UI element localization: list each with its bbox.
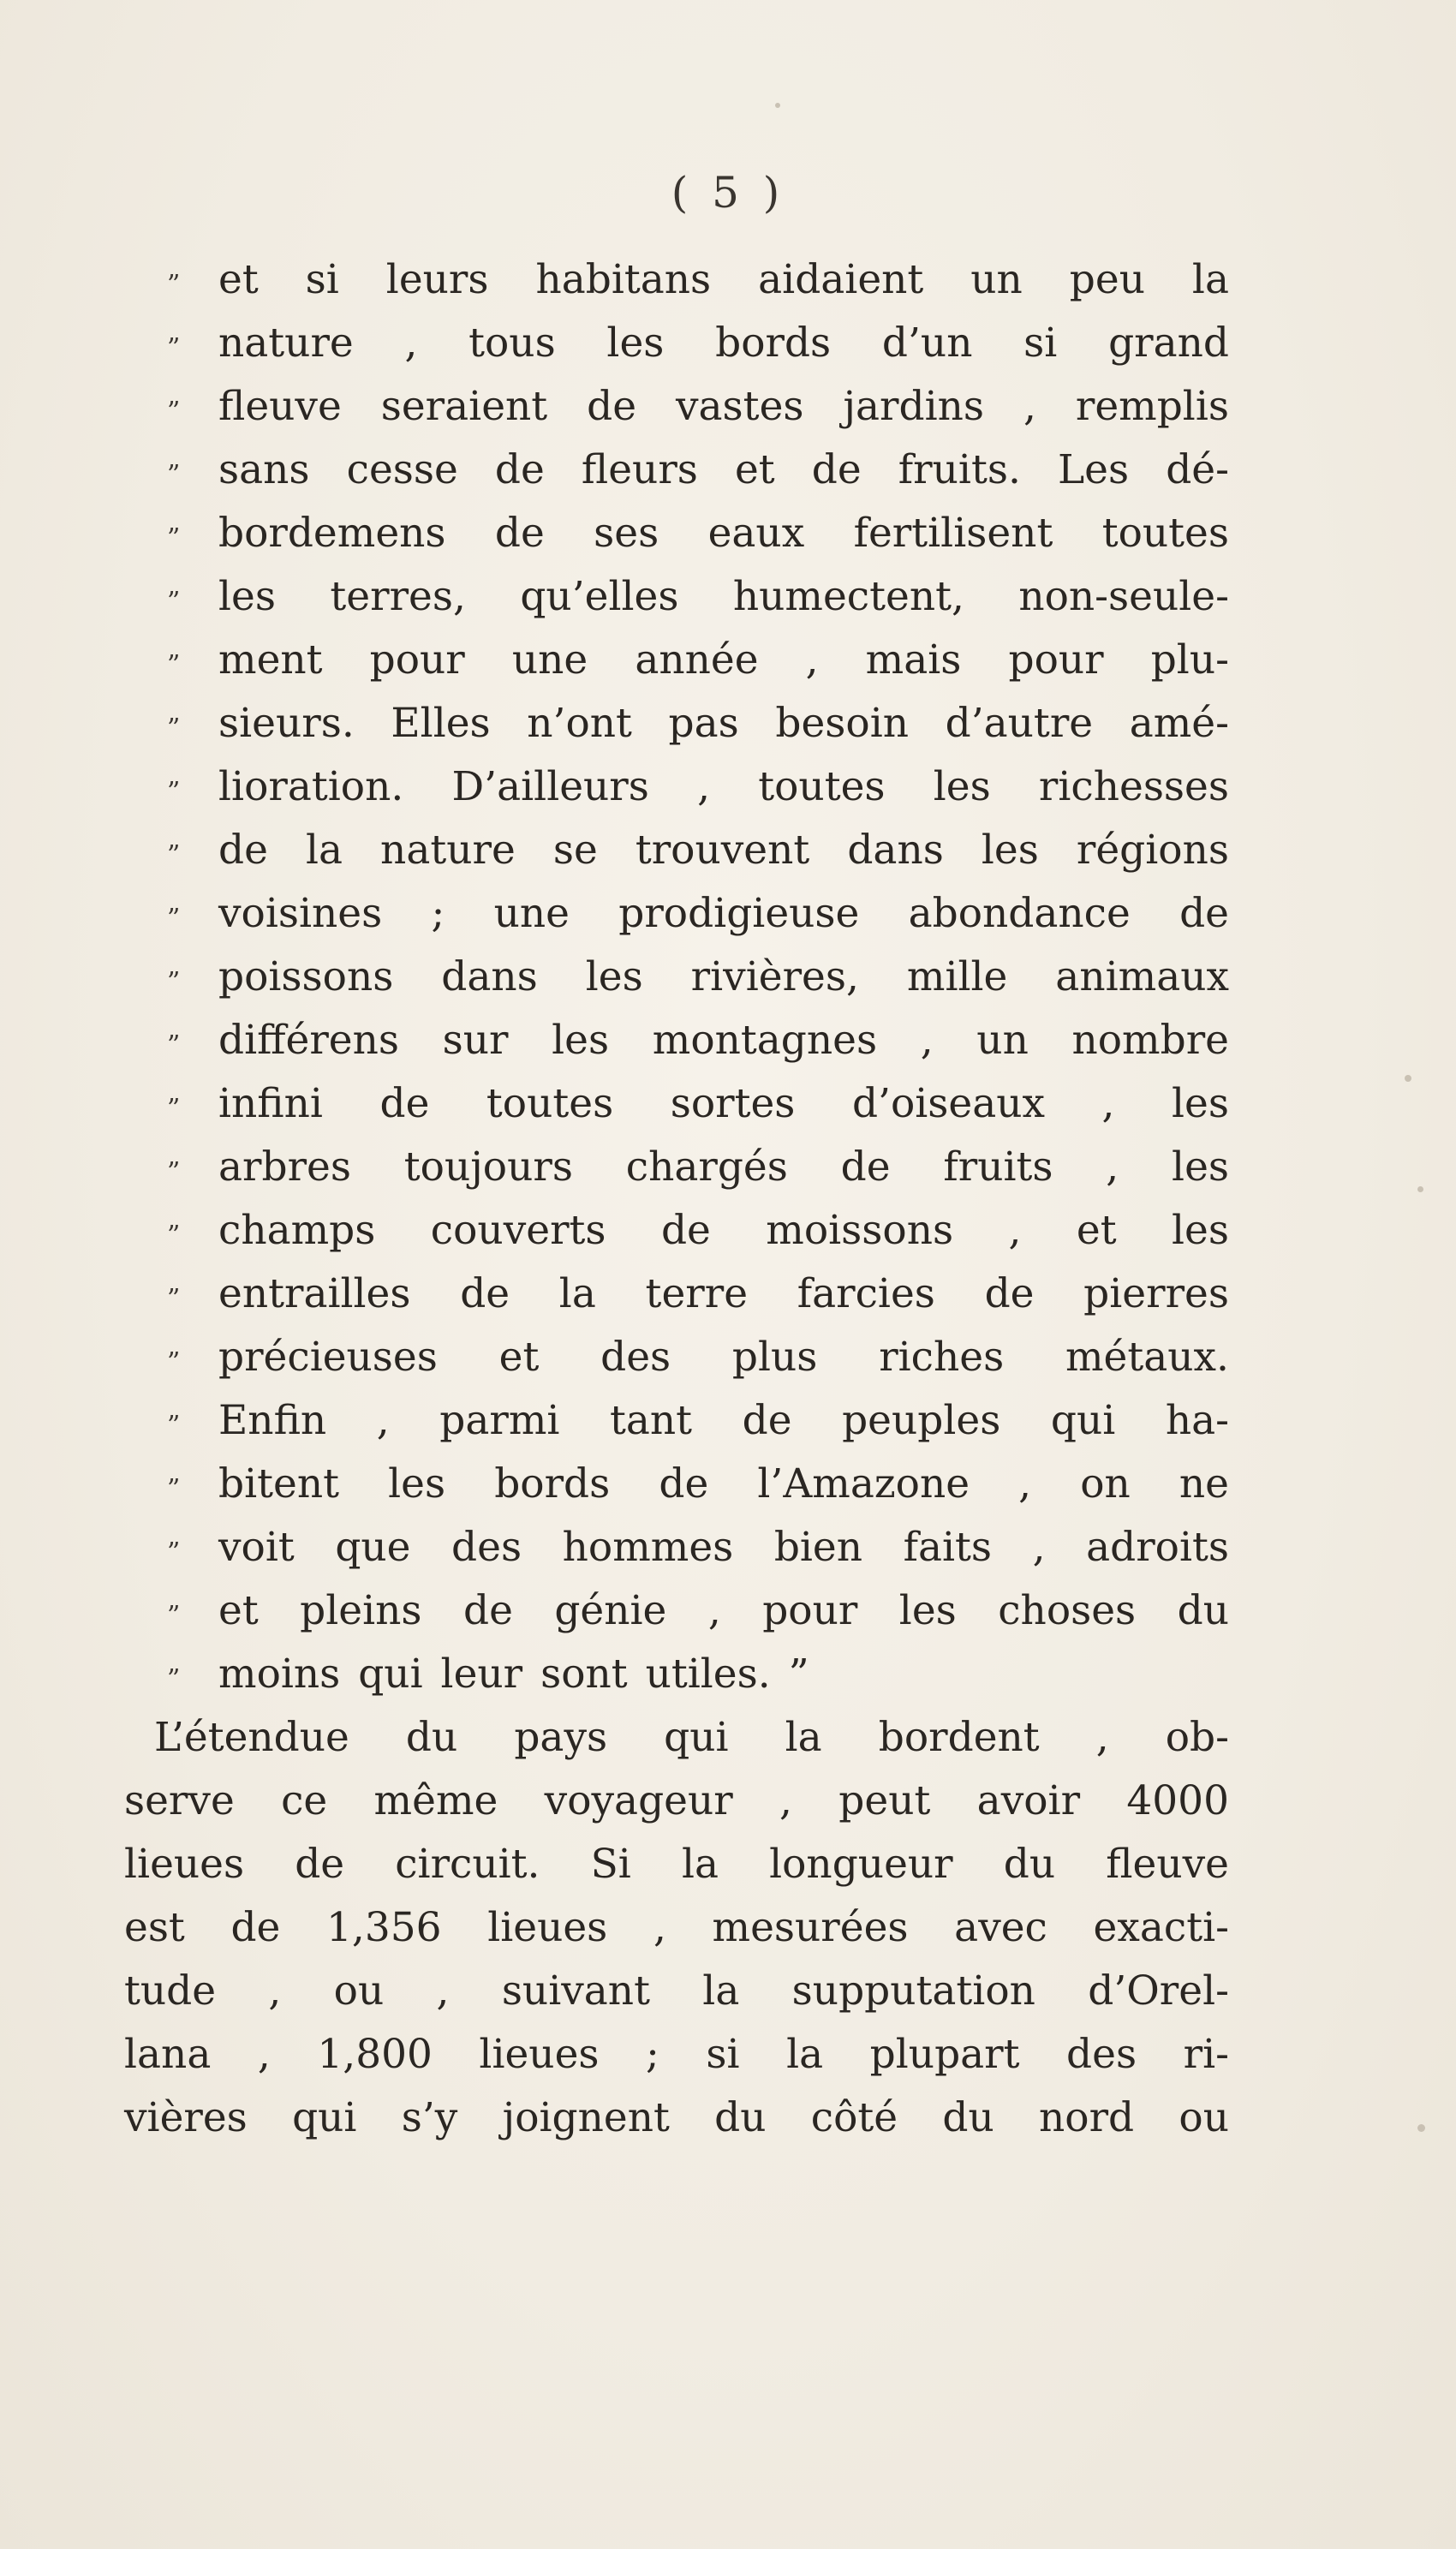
paper-speck [1417, 2124, 1425, 2132]
paper-speck [1405, 1075, 1411, 1082]
line-text: et si leurs habitans aidaient un peu la [218, 256, 1229, 303]
paragraph-line [124, 1960, 1229, 2023]
paragraph-line [124, 2023, 1229, 2086]
quoted-line [167, 1072, 1229, 1136]
quote-mark: ” [167, 1537, 181, 1567]
quote-mark: ” [167, 333, 181, 363]
narrative-paragraph [124, 1706, 1229, 2150]
quote-mark: ” [167, 397, 181, 427]
line-text: lioration. D’ailleurs , toutes les richesses [218, 763, 1229, 810]
paragraph-line [124, 2086, 1229, 2150]
quoted-line [167, 248, 1229, 312]
quote-mark: ” [167, 1157, 181, 1187]
line-text: entrailles de la terre farcies de pierres [218, 1270, 1229, 1317]
line-text: nature , tous les bords d’un si grand [218, 319, 1229, 367]
quoted-line [167, 1389, 1229, 1453]
paper-speck [775, 103, 780, 108]
quoted-line [167, 502, 1229, 565]
quote-mark: ” [167, 904, 181, 934]
quote-mark: ” [167, 1221, 181, 1251]
quoted-line [167, 1579, 1229, 1643]
line-text: vières qui s’y joignent du côté du nord ou [124, 2094, 1229, 2141]
quote-mark: ” [167, 777, 181, 807]
quote-mark: ” [167, 713, 181, 743]
quoted-line [167, 1199, 1229, 1263]
quoted-line [167, 1136, 1229, 1199]
paragraph-line [124, 1706, 1229, 1770]
quoted-line [167, 1263, 1229, 1326]
line-text: poissons dans les rivières, mille animaux [218, 953, 1229, 1000]
quoted-line [167, 819, 1229, 882]
line-text: moins qui leur sont utiles. ” [218, 1651, 809, 1698]
line-text: fleuve seraient de vastes jardins , remplis [218, 383, 1229, 430]
quote-mark: ” [167, 1030, 181, 1060]
line-text: tude , ou , suivant la supputation d’Orel- [124, 1967, 1229, 2015]
quoted-line [167, 565, 1229, 629]
line-text: sieurs. Elles n’ont pas besoin d’autre amé- [218, 700, 1229, 747]
line-text: voisines ; une prodigieuse abondance de [218, 890, 1229, 937]
quoted-line [167, 1326, 1229, 1389]
quote-mark: ” [167, 1284, 181, 1314]
line-text: lieues de circuit. Si la longueur du fleuve [124, 1841, 1229, 1888]
quoted-line [167, 1009, 1229, 1072]
body-text [124, 248, 1229, 2150]
quoted-line [167, 946, 1229, 1009]
quote-mark: ” [167, 270, 181, 300]
paper-speck [1417, 1186, 1423, 1192]
line-text: les terres, qu’elles humectent, non-seule- [218, 573, 1229, 620]
line-text: sans cesse de fleurs et de fruits. Les dé- [218, 446, 1229, 493]
quoted-line [167, 1516, 1229, 1579]
line-text: infini de toutes sortes d’oiseaux , les [218, 1080, 1229, 1127]
line-text: lana , 1,800 lieues ; si la plupart des ri- [124, 2031, 1229, 2078]
quote-mark: ” [167, 1474, 181, 1504]
line-text: champs couverts de moissons , et les [218, 1207, 1229, 1254]
line-text: de la nature se trouvent dans les régions [218, 827, 1229, 874]
quote-mark: ” [167, 1094, 181, 1124]
line-text: Enfin , parmi tant de peuples qui ha- [218, 1397, 1229, 1444]
quote-mark: ” [167, 840, 181, 870]
quote-mark: ” [167, 650, 181, 680]
page-number-header: ( 5 ) [671, 168, 785, 218]
line-text: arbres toujours chargés de fruits , les [218, 1143, 1229, 1191]
quote-mark: ” [167, 967, 181, 997]
quote-mark: ” [167, 523, 181, 553]
line-text: différens sur les montagnes , un nombre [218, 1017, 1229, 1064]
line-text: serve ce même voyageur , peut avoir 4000 [124, 1777, 1229, 1824]
quoted-line [167, 312, 1229, 375]
line-text: et pleins de génie , pour les choses du [218, 1587, 1229, 1634]
paragraph-line [124, 1896, 1229, 1960]
quoted-line [167, 1453, 1229, 1516]
line-text: bitent les bords de l’Amazone , on ne [218, 1460, 1229, 1507]
quote-mark: ” [167, 460, 181, 490]
quoted-line [167, 692, 1229, 755]
quoted-line [167, 439, 1229, 502]
quoted-line [167, 882, 1229, 946]
line-text: voit que des hommes bien faits , adroits [218, 1524, 1229, 1571]
quoted-line [167, 375, 1229, 439]
paragraph-line [124, 1770, 1229, 1833]
quoted-line [167, 629, 1229, 692]
quote-mark: ” [167, 587, 181, 617]
line-text: ment pour une année , mais pour plu- [218, 636, 1229, 684]
line-text: bordemens de ses eaux fertilisent toutes [218, 510, 1229, 557]
line-text: est de 1,356 lieues , mesurées avec exacti- [124, 1904, 1229, 1951]
line-text: L’étendue du pays qui la bordent , ob- [154, 1714, 1229, 1761]
quoted-passage [167, 248, 1229, 1706]
quote-mark: ” [167, 1347, 181, 1377]
quote-mark: ” [167, 1664, 181, 1694]
paragraph-line [124, 1833, 1229, 1896]
quoted-line [167, 1643, 1229, 1706]
quote-mark: ” [167, 1411, 181, 1441]
line-text: précieuses et des plus riches métaux. [218, 1334, 1229, 1381]
quoted-line [167, 755, 1229, 819]
quote-mark: ” [167, 1601, 181, 1631]
